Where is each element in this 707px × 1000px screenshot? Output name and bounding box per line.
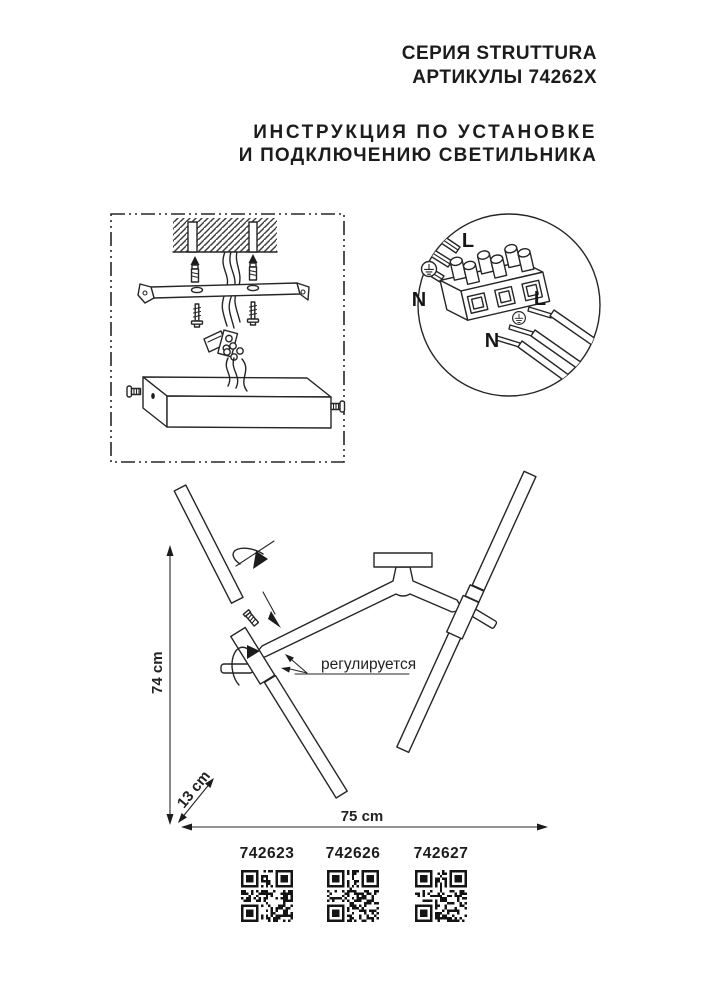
anchor-dowel-icon: [191, 256, 200, 282]
qr-code: [327, 870, 379, 922]
lamp-tube-left-upper: [174, 485, 243, 603]
screw-icon: [248, 302, 259, 325]
lamp-tube-right-lower: [397, 632, 461, 752]
qr-item: [415, 845, 467, 925]
qr-article-label: 742626: [325, 845, 381, 862]
adjustable-callout: [281, 654, 416, 674]
series-title: СЕРИЯ STRUTTURA: [401, 43, 597, 64]
dim-side-label: 13 cm: [173, 767, 214, 812]
instruction-title-line2: И ПОДКЛЮЧЕНИЮ СВЕТИЛЬНИКА: [238, 145, 597, 166]
qr-item: [241, 845, 293, 925]
grub-screw-icon: [243, 610, 259, 627]
instruction-title-line1: ИНСТРУКЦИЯ ПО УСТАНОВКЕ: [253, 122, 597, 143]
earth-icon: [422, 262, 437, 277]
qr-code: [415, 870, 467, 922]
supply-neutral-label: N: [411, 289, 427, 311]
dim-width: [181, 808, 548, 831]
wiring-detail-circle: [368, 200, 616, 396]
dim-height-label: 74 cm: [149, 651, 166, 694]
supply-line-label: L: [461, 230, 475, 252]
qr-article-label: 742627: [413, 845, 469, 862]
adjustable-label: регулируется: [321, 656, 417, 673]
dim-side: [174, 768, 214, 823]
side-screw-icon: [127, 386, 141, 397]
fixture-neutral-label: N: [484, 330, 500, 352]
dim-width-label: 75 cm: [340, 808, 384, 825]
qr-code: [241, 870, 293, 922]
fixture-diagram: [149, 471, 548, 830]
ceiling-hatch: [173, 218, 277, 252]
articles-subtitle: АРТИКУЛЫ 74262X: [412, 67, 597, 88]
support-arm-yoke: [258, 567, 460, 658]
rotation-arrow-icon: [233, 541, 274, 569]
qr-article-label: 742623: [239, 845, 295, 862]
side-screw-icon: [331, 401, 345, 412]
fixture-line-label: L: [533, 288, 547, 310]
terminal-connector: [204, 330, 243, 360]
mounting-steps-panel: [111, 214, 345, 462]
qr-item: [327, 845, 379, 925]
ceiling-plate: [374, 553, 432, 567]
lamp-tube-right-upper: [472, 471, 536, 590]
anchor-dowel-icon: [249, 254, 258, 280]
insert-arrow-icon: [263, 592, 281, 628]
dim-height: [149, 545, 174, 825]
earth-icon: [513, 312, 526, 325]
screw-icon: [192, 304, 203, 327]
lamp-tube-left-lower: [264, 676, 347, 798]
